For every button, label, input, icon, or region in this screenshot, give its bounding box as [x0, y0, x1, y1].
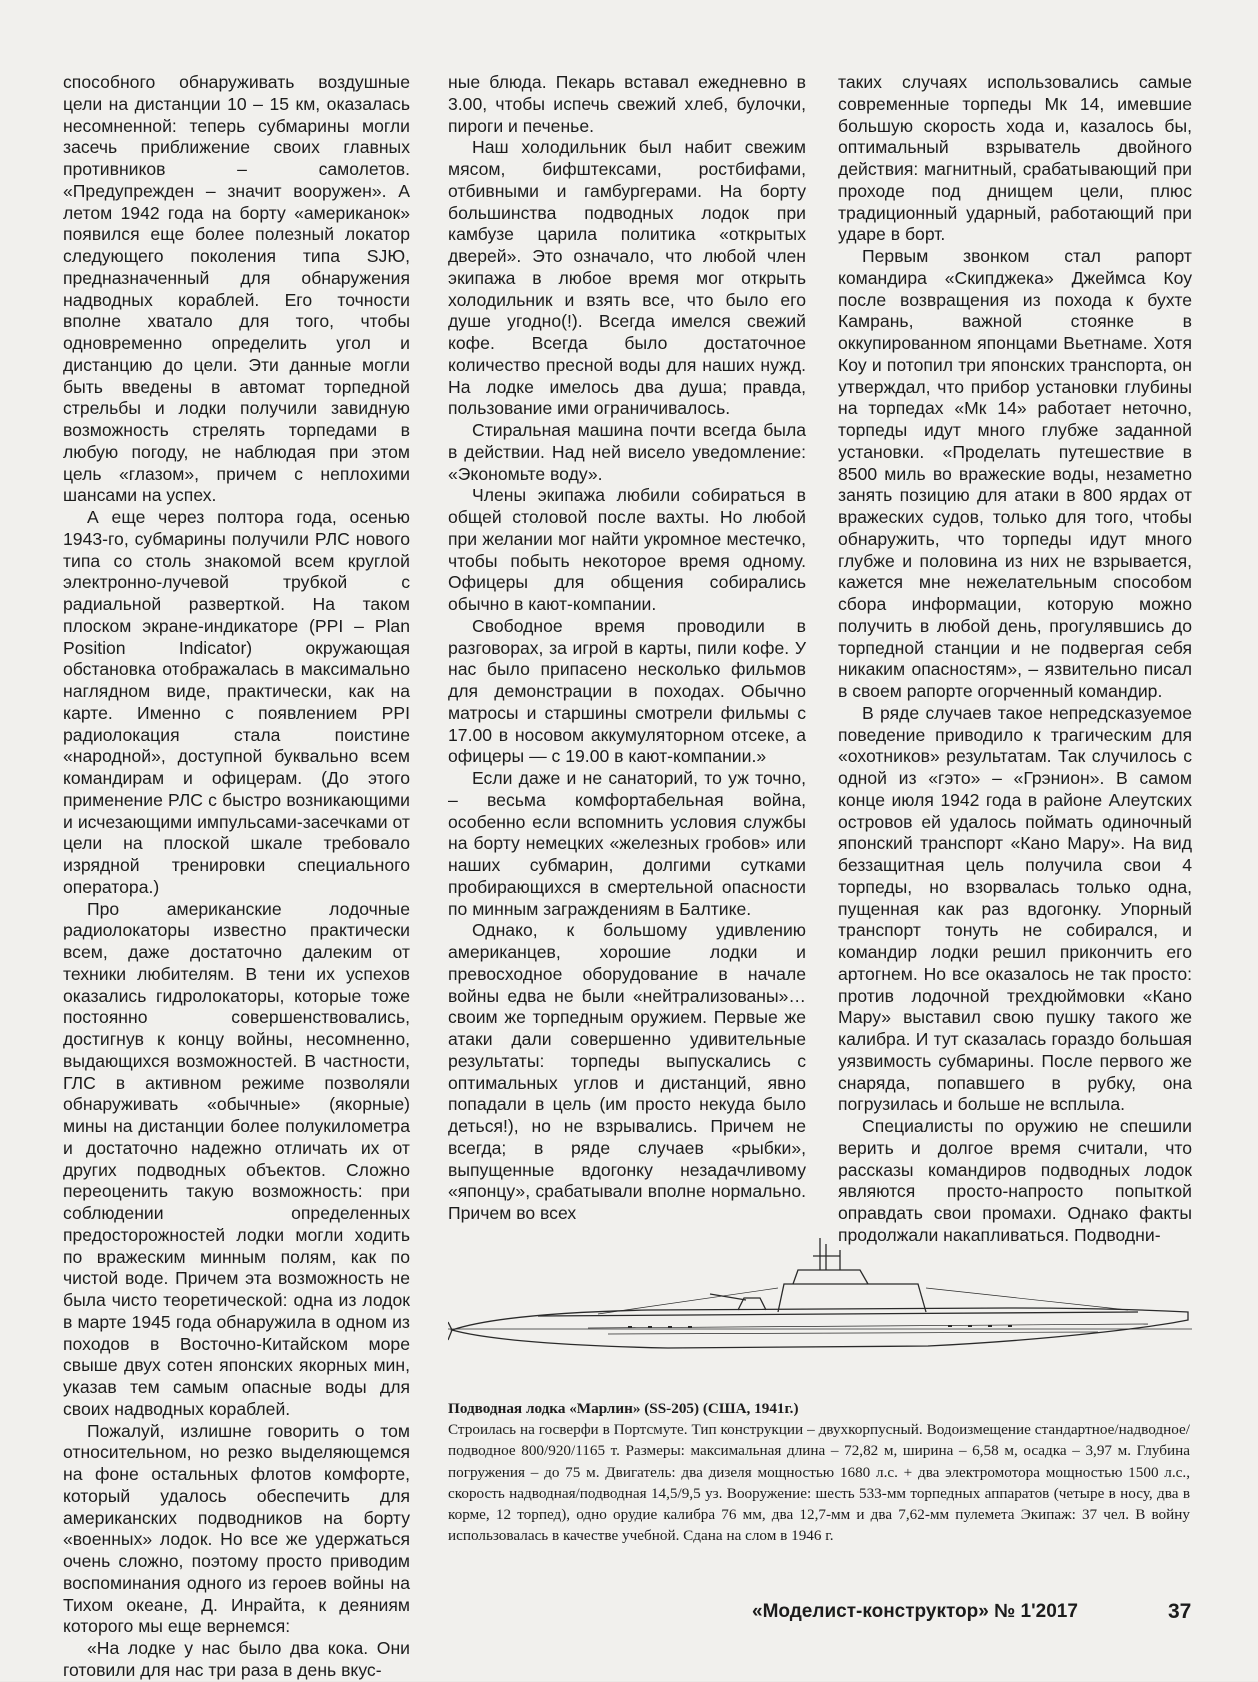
paragraph: ные блюда. Пекарь вставал ежедневно в 3.00, чтобы испечь свежий хлеб, булочки, пироги и печенье.	[448, 72, 806, 136]
figure-caption	[448, 1398, 1190, 1546]
paragraph: Однако, к большому удивлению американцев, хорошие лодки и превосходное оборудование в начале войны едва не были «нейтрализованы»… своим же торпедным оружием. Первые же атаки дали совершенно удивительные результаты: торпеды выпускались с оптимальных углов и дистанций, явно попадали в цель (им просто некуда было деться!), но не взрывались. Причем не всегда; в ряде случаев «рыбки», выпущенные вдогонку незадачливому «японцу», срабатывали вполне нормально. Причем во всех	[448, 920, 806, 1223]
text-column-2	[448, 72, 806, 1225]
text-column-1	[63, 72, 410, 1682]
paragraph: Про американские лодочные радиолокаторы известно практически всем, даже достаточно далеким от техники любителям. В тени их успехов оказались гидролокаторы, которые тоже постоянно совершенствовались, достигнув к концу войны, несомненно, выдающихся возможностей. В частности, ГЛС в активном режиме позволяли обнаруживать «обычные» (якорные) мины на дистанции более полукилометра и достаточно надежно отличать их от других подводных объектов. Сложно переоценить такую возможность: при соблюдении определенных предосторожностей лодки могли ходить по вражеским минным полям, как по чистой воде. Причем эта возможность не была чисто теоретической: одна из лодок в марте 1945 года обнаружила в одном из походов в Восточно-Китайском море свыше двух сотен японских якорных мин, указав тем самым опасные воды для своих надводных кораблей.	[63, 898, 410, 1419]
text-column-3	[838, 72, 1192, 1247]
paragraph: Если даже и не санаторий, то уж точно, – весьма комфортабельная война, особенно если вспомнить условия службы на борту немецких «железных гробов» или наших субмарин, долгими сутками пробирающихся в смертельной опасности по минным заграждениям в Балтике.	[448, 768, 806, 919]
paragraph: Пожалуй, излишне говорить о том относительном, но резко выделяющемся на фоне остальных флотов комфорте, который удалось обеспечить для американских подводников на борту «военных» лодок. Но все же удержаться очень сложно, поэтому просто приводим воспоминания одного из героев войны на Тихом океане, Д. Инрайта, к деяниям которого мы еще вернемся:	[63, 1420, 410, 1637]
magazine-title: «Моделист-конструктор» № 1'2017	[752, 1601, 1078, 1622]
submarine-drawing	[448, 1236, 1192, 1386]
paragraph: В ряде случаев такое непредсказуемое поведение приводило к трагическим для «охотников» результатам. Так случилось с одной из «гэто» – «Грэнион». В самом конце июля 1942 года в районе Алеутских островов ей удалось поймать одиночный японский транспорт «Кано Мару». На вид беззащитная цель получила свои 4 торпеды, но взорвалась только одна, пущенная как раз вдогонку. Упорный транспорт тонуть не собирался, и командир лодки решил прикончить его артогнем. Но все оказалось не так просто: против лодочной трехдюймовки «Кано Мару» выставил свою пушку такого же калибра. И тут сказалась гораздо большая уязвимость субмарины. После первого же снаряда, попавшего в рубку, она погрузилась и больше не всплыла.	[838, 702, 1192, 1115]
paragraph: Свободное время проводили в разговорах, за игрой в карты, пили кофе. У нас было припасено несколько фильмов для демонстрации в походах. Обычно матросы и старшины смотрели фильмы с 17.00 в носовом аккумуляторном отсеке, а офицеры — с 19.00 в кают-компании.»	[448, 615, 806, 767]
page-number: 37	[1168, 1600, 1192, 1623]
paragraph: А еще через полтора года, осенью 1943-го, субмарины получили РЛС нового типа со столь знакомой всем круглой электронно-лучевой трубкой с радиальной разверткой. На таком плоском экране-индикаторе (PPI – Plan Position Indicator) окружающая обстановка отображалась в максимально наглядном виде, практически, как на карте. Именно с появлением PPI радиолокация стала поистине «народной», доступной буквально всем командирам и офицерам. (До этого применение РЛС с быстро возникающими и исчезающими импульсами-засечками от цели на плоской шкале требовало изрядной тренировки специального оператора.)	[63, 507, 410, 897]
paragraph: Первым звонком стал рапорт командира «Скипджека» Джеймса Коу после возвращения из похода к бухте Камрань, важной стоянке в оккупированном японцами Вьетнаме. Хотя Коу и потопил три японских транспорта, он утверждал, что прибор установки глубины на торпедах «Мк 14» работает неточно, торпеды идут много глубже заданной установки. «Проделать путешествие в 8500 миль во вражеские воды, незаметно занять позицию для атаки в 800 ярдах от вражеских судов, только для того, чтобы обнаружить, что торпеды идут много глубже и половина из них не взрывается, кажется мне нежелательным способом сбора информации, которую можно получить в любой день, прогулявшись до торпедной станции и не подвергая себя никаким опасностям», – язвительно писал в своем рапорте огорченный командир.	[838, 246, 1192, 701]
caption-title: Подводная лодка «Марлин» (SS-205) (США, 1941г.)	[448, 1400, 799, 1417]
paragraph: способного обнаруживать воздушные цели на дистанции 10 – 15 км, оказалась несомненной: теперь субмарины могли засечь приближение своих главных противников – самолетов. «Предупрежден – значит вооружен». А летом 1942 года на борту «американок» появился еще более полезный локатор следующего поколения типа SJЮ, предназначенный для обнаружения надводных кораблей. Его точности вполне хватало для того, чтобы одновременно определить угол и дистанцию до цели. Эти данные могли быть введены в автомат торпедной стрельбы и лодки получили завидную возможность стрелять торпедами в любую погоду, не наблюдая при этом цель «глазом», причем с неплохими шансами на успех.	[63, 72, 410, 506]
paragraph: Члены экипажа любили собираться в общей столовой после вахты. Но любой при желании мог найти укромное местечко, чтобы побыть некоторое время одному. Офицеры для общения собирались обычно в кают-компании.	[448, 485, 806, 614]
paragraph: «На лодке у нас было два кока. Они готовили для нас три раза в день вкус-	[63, 1638, 410, 1680]
paragraph: Стиральная машина почти всегда была в действии. Над ней висело уведомление: «Экономьте воду».	[448, 420, 806, 484]
paragraph: Наш холодильник был набит свежим мясом, бифштексами, ростбифами, отбивными и гамбургерами. На борту большинства подводных лодок при камбузе царила политика «открытых дверей». Это означало, что любой член экипажа в любое время мог открыть холодильник и взять все, что было его душе угодно(!). Всегда имелся свежий кофе. Всегда было достаточное количество пресной воды для наших нужд. На лодке имелось два душа; правда, пользование ими ограничивалось.	[448, 137, 806, 419]
paragraph: таких случаях использовались самые современные торпеды Мк 14, имевшие большую скорость хода и, казалось бы, оптимальный взрыватель двойного действия: магнитный, срабатывающий при проходе под днищем цели, плюс традиционный ударный, работающий при ударе в борт.	[838, 72, 1192, 245]
caption-body: Строилась на госверфи в Портсмуте. Тип конструкции – двухкорпусный. Водоизмещение стандартное/надводное/подводное 800/920/1165 т. Размеры: максимальная длина – 72,82 м, ширина – 6,58 м, осадка – 3,97 м. Глубина погружения – до 75 м. Двигатель: два дизеля мощностью 1680 л.с. + два электромотора мощностью 1500 л.с., скорость надводная/подводная 14,5/9,5 уз. Вооружение: шесть 533-мм торпедных аппаратов (четыре в носу, два в корме, 12 торпед), одно орудие калибра 76 мм, два 12,7-мм и два 7,62-мм пулемета Экипаж: 37 чел. В войну использовалась в качестве учебной. Сдана на слом в 1946 г.	[448, 1421, 1190, 1545]
paragraph: Специалисты по оружию не спешили верить и долгое время считали, что рассказы командиров подводных лодок являются просто-напросто попыткой оправдать свои промахи. Однако факты продолжали накапливаться. Подводни-	[838, 1116, 1192, 1245]
